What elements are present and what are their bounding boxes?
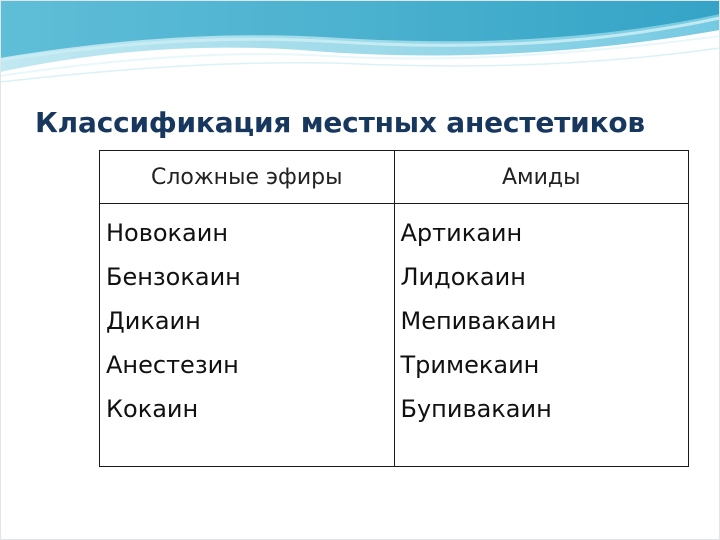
header-esters: Сложные эфиры [100,151,395,204]
table-header-row [100,151,689,204]
list-item: Артикаин [400,219,523,247]
table-body-row [100,204,689,467]
list-item: Дикаин [106,307,201,335]
esters-column [100,204,395,467]
list-item: Тримекаин [400,351,540,379]
classification-table [99,150,689,467]
list-item: Мепивакаин [400,307,557,335]
list-item: Лидокаин [400,263,526,291]
amides-column [394,204,689,467]
list-item: Кокаин [106,395,199,423]
list-item: Бупивакаин [400,395,552,423]
slide-title: Классификация местных анестетиков [35,106,645,139]
list-item: Бензокаин [106,263,241,291]
list-item: Анестезин [106,351,239,379]
header-amides: Амиды [394,151,689,204]
list-item: Новокаин [106,219,229,247]
